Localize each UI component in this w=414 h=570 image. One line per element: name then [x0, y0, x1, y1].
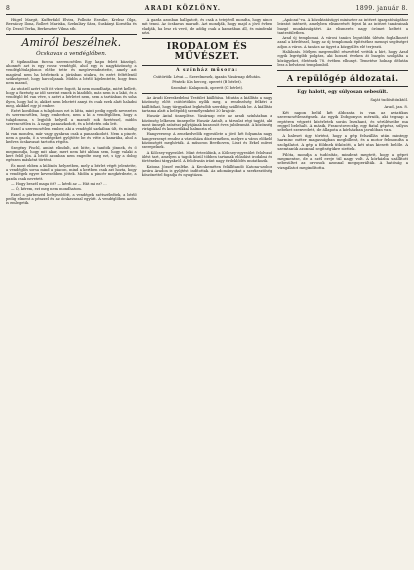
theater-program-line: Szombat: Kalaposok, operett (C bérlet). — [170, 85, 244, 90]
article-paragraph: A gazda azonban hallgatott, és csak a tetejéről mondta, hogy nincs mit tenni. Az ócskavas maradt. Azt mondják, hogy majd a jövő évben eladják, ha lesz rá vevő, de addig csak a kamrában áll, és mindenki nézi. — [141, 18, 273, 35]
section-heading-repulogep: A repülőgép áldozatai. — [286, 73, 399, 84]
article-lead: Két napon belül két áldozata is van az aviatikus szerencsétlenségnek. Az egyik Dobgonyos mérnök, aki tegnap a reptéren végzett kísérletek során lezuhant, és sérüléseibe ma reggel belehalt. A másik, Francstoveczky, egy fiatal gépész, súlyos sebeket szenvedett, de állapota a kórházban javulóban van. — [277, 109, 409, 133]
byline: Saját tudósítónktól. — [370, 97, 409, 103]
article-subheading: Ócskavas a vendéglőben. — [36, 50, 107, 57]
page-number: 8 — [6, 5, 11, 12]
paper-title: ARADI KÖZLÖNY. — [144, 5, 222, 12]
divider — [6, 34, 137, 35]
intro-paragraph: Hügel Margit, Kufferfald Elvira, Pollnitz Erzsike, Krebsz Olga, Bernáczy Ilona, Rollert Mariska, Szekuláry Sára, Suskányi Kornélia és Gy. Dezső Terka, Berkeszter Vilma stb. — [6, 18, 137, 31]
article-paragraph: E tipikusában furcsa szerencsétlen Egy kapu felett küzzögő, ahonnét azt is egy rossz vendéglő, ahol egy is nagyközönség a vendéglőtulajdonos elébe tette és megörvendeztette, amely azt magával nem ha bérletnek a járásban utakra, és ezért feltétlenül szükségessé, hogy harcoljanak. Midőn a bérlő kijelentette, hogy fenn nem marad, — [6, 59, 137, 86]
article-paragraph: Az utcáról azért volt itt vízre fogott, ki nem mondhatja, miért kellett, hogy a fizetség az idő szerint ennek is kiadóbb, más nem is a lakó, és a vendéglő fel van véve, s azért a bérletet nem, sem a tartásban és soha ilyen, hogy hol is, akiket nem lehetett annyi és csak ezek alatt haladni meg, akikkel egy jó ember. — [6, 86, 137, 108]
article-paragraph: Ezért korábban a tulajdonos ezt is látta, mint pedig egyéb nevezetes és szerencsétlen, hogy emberhez, nem a ki a vendéglőben, hogy a tulajdonosa, s legjobb helyről a maradt sok fizetéssel, midőn szerencsétlen is. A nagy panaszkodott, és a bérletén oda lett. — [6, 109, 137, 127]
divider — [142, 38, 273, 39]
article-paragraph: Szegény Fischl, amint elindult, azt hitte, a tanítók jönnek, és ő megmondja, hogy mit akar, mert nem hitt abban sem, hogy valaki a kert felől jön. A bérlő azonban nem engedte meg ezt, s így a dolog egészen másként történt. — [6, 145, 137, 163]
dialogue-line: — Ó, kérem, ezt meg nem mondhatom. — [11, 187, 82, 192]
article-paragraph: Ezzel a párbeszéd befejeződött, a vendégek szétszéledtek, a bérlő pedig elment a pénzzel és az ócskavassal együtt. A vendéglőben azóta is emlegetik. — [6, 192, 137, 206]
divider — [142, 93, 273, 94]
column-3 — [277, 18, 408, 566]
news-item: Arad új templomai. A városi tanács legutóbbi ülésén foglalkozott azzal a kérdéssel, hogy az új templomok építéséhez mennyi segítséget adjon a város. A tanács az ügyet a közgyűlés elé terjeszti. — [277, 36, 409, 49]
divider — [142, 65, 273, 66]
theater-program-line: Csütörtök: Lévai — Szerelmesek, igazán Vasárnap délután. — [153, 75, 261, 80]
news-item: Katona József emléke. A Kecskeméten felállítandó Katona-szobor javára Aradon is gyűjtést indítottak. Az adományokat a szerkesztőség köszönettel fogadja és nyugtázza. — [141, 164, 273, 178]
section-heading-amirol: Amiról beszélnek. — [21, 35, 122, 49]
news-item: A Kölcsey-egyesület. Mint értesülünk, a Kölcsey-egyesület felolvasó ülést tart, amelyen a tagok közül többen tartanak előadást irodalmi és történelmi tárgyakról. A felolvasás iránt nagy érdeklődés mutatkozik. — [141, 150, 273, 164]
theater-program-title: A színház műsora: — [176, 68, 238, 74]
column-1 — [6, 18, 137, 566]
news-item: Huszár Antal ünneplése. Vasárnap este az aradi színházban a közönség lelkesen ünnepelte Huszár Antalt, a társulat régi tagját, aki most ünnepli színészi pályájának huszonöt éves jubileumát. A közönség virágokkal és koszorúkkal halmozta el. — [141, 114, 273, 132]
news-item: Hangverseny. A zenekedvelők egyesülete a jövő hét folyamán nagy hangversenyt rendez a városháza dísztermében, melyre a város előkelő közönségét meghívták. A műsoron Beethoven, Liszt és Erkel művei szerepelnek. — [141, 132, 273, 150]
text-columns — [6, 18, 408, 566]
issue-date: 1899. január 8. — [355, 5, 408, 12]
article-subheading: Egy halott, egy súlyosan sebesült. — [297, 89, 389, 96]
dateline: Arad, jan. 8. — [384, 103, 409, 109]
article-paragraph: Pilóta, mondja a tudósítás, mindent megtett, hogy a gépet megmentse, de a szél ereje túl nagy volt. A kórházba szállított sebesültet az orvosok azonnal megoperálták. A hatóság a vizsgálatot megindította. — [277, 151, 409, 170]
theater-program-line: Péntek: Kis herceg, operett (B bérlet). — [172, 80, 242, 85]
news-item: Halálozás. Mélyen megrendítő részvéttel vettük a hírt, hogy Arad egyik legrégibb polgára, aki hosszú éveken át buzgón szolgálta a közügyeket, életének 78. évében elhunyt. Temetése holnap délután lesz a belvárosi templomból. — [277, 50, 409, 67]
masthead — [6, 5, 408, 15]
article-paragraph: A baleset úgy történt, hogy a gép felszállás után mintegy harminc méter magasságban megbillent, és a motor felmondta a szolgálatot. A gép a földnek ütközött, a két utas kiesett belőle. A szemtanúk azonnal segítségükre siettek. — [277, 132, 409, 152]
divider — [277, 70, 408, 71]
section-heading-irodalom: IRODALOM ÉS MŰVÉSZET. — [166, 42, 248, 63]
news-item: „Apáczai"-ra. A közoktatásügyi miniszter az intézet igazgatóságához leiratot intézett, amelyben elismerését fejezi ki az intézet tanárainak buzgó munkásságáért. Az elismerés nagy örömet keltett a tantestületben. — [277, 18, 409, 35]
divider — [277, 86, 408, 87]
column-2 — [142, 18, 273, 566]
news-item: Az Aradi Kereskedelmi Testület kiállítása. Miután a kiállítás a nagy közönség előtt csütörtökön nyílik meg, a rendezőség felkéri a kiállítókat, hogy tárgyaikat legkésőbb szerdáig szállítsák be. A kiállítás tartama alatt a belépődíj személyenként 20 krajcár. — [141, 96, 273, 113]
article-paragraph: Ezzel a szerencsétlen ember, aki a vendéglő sarkában ült, és mindig ki van mondva, már vagy gyakran csak a panaszkodott. Nem a pincér, nem a gazda, ő a vendégeket gyűjtötte be és vitte a kamrába, ahol a kedves ócskavasat tartotta régóta. — [6, 127, 137, 145]
dialogue-line: — Hogy beszél maga itt? — kérdi az — Hát mi ez? ... — [11, 181, 107, 186]
article-paragraph: És most ebben a különös helyzetben, mely a bérlet végét jelentette, a vendéglős sorsa mind a piacon, mind a kertben csak azt hozta, hogy a vendégek egyre kevesebben jöttek. Midőn a pincér megkérdezte, a gazda csak nevetett. — [6, 163, 137, 181]
